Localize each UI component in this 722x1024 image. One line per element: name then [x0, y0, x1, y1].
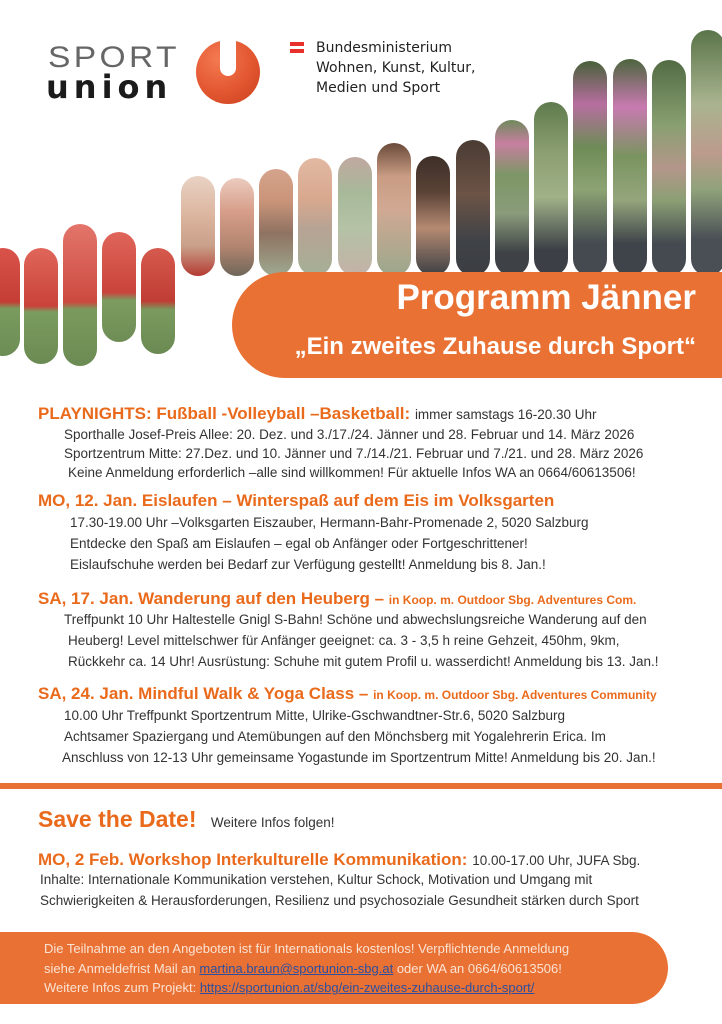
event-detail-line: Keine Anmeldung erforderlich –alle sind willkommen! Für aktuelle Infos WA an 0664/60613506! [68, 465, 636, 480]
ministry-line: Bundesministerium [316, 40, 452, 56]
email-link[interactable]: martina.braun@sportunion-sbg.at [199, 961, 394, 976]
event-detail-line: 17.30-19.00 Uhr –Volksgarten Eiszauber, Hermann-Bahr-Promenade 2, 5020 Salzburg [70, 515, 589, 530]
event-detail-line: Sporthalle Josef-Preis Allee: 20. Dez. und 3./17./24. Jänner und 28. Februar und 14. März 2026 [64, 427, 635, 442]
event-title-text: MO, 2 Feb. Workshop Interkulturelle Kommunikation: [38, 850, 468, 869]
event-detail-line: Rückkehr ca. 14 Uhr! Ausrüstung: Schuhe mit gutem Profil u. wasserdicht! Anmeldung bis 13. Jan.! [68, 654, 659, 669]
event-title [38, 684, 657, 704]
event-detail-line: Anschluss von 12-13 Uhr gemeinsame Yogastunde im Sportzentrum Mitte! Anmeldung bis 20. Jan.! [62, 750, 656, 765]
event-partner-note: in Koop. m. Outdoor Sbg. Adventures Community [373, 688, 657, 702]
event-detail-line: Achtsamer Spaziergang und Atemübungen auf den Mönchsberg mit Yogalehrerin Erica. Im [64, 729, 606, 744]
save-the-date-title: Save the Date! [38, 806, 197, 832]
event-partner-note: in Koop. m. Outdoor Sbg. Adventures Com. [388, 593, 637, 607]
save-the-date-heading [38, 806, 334, 833]
event-detail-line: 10.00 Uhr Treffpunkt Sportzentrum Mitte, Ulrike-Gschwandtner-Str.6, 5020 Salzburg [64, 708, 565, 723]
footer-text: Weitere Infos zum Projekt: [44, 980, 200, 995]
event-time: immer samstags 16-20.30 Uhr [414, 407, 597, 422]
event-title [38, 850, 640, 870]
event-detail-line: Treffpunkt 10 Uhr Haltestelle Gnigl S-Bahn! Schöne und abwechslungsreiche Wanderung auf den [64, 612, 647, 627]
event-detail-line: Heuberg! Level mittelschwer für Anfänger geeignet: ca. 3 - 3,5 h reine Gehzeit, 450hm, 9km, [68, 633, 620, 648]
logo-text-sport: SPORT [48, 41, 180, 74]
ministry-line: Wohnen, Kunst, Kultur, [316, 60, 476, 76]
page-title: Programm Jänner [396, 278, 696, 317]
page-subtitle: „Ein zweites Zuhause durch Sport“ [294, 333, 696, 360]
event-detail-line: Inhalte: Internationale Kommunikation verstehen, Kultur Schock, Motivation und Umgang mit [40, 872, 593, 887]
event-title-text: SA, 17. Jan. Wanderung auf den Heuberg – [38, 589, 385, 608]
event-title-text: SA, 24. Jan. Mindful Walk & Yoga Class – [38, 684, 369, 703]
event-detail-line: Schwierigkeiten & Herausforderungen, Resilienz und psychosoziale Gesundheit stärken durch Sport [40, 893, 639, 908]
footer-line: Die Teilnahme an den Angeboten ist für Internationals kostenlos! Verpflichtende Anmeldung [44, 941, 570, 956]
event-title-text: PLAYNIGHTS: Fußball -Volleyball –Basketball: [38, 404, 411, 423]
logo-text-union: union [46, 68, 173, 106]
event-title [38, 404, 597, 424]
project-url-link[interactable]: https://sportunion.at/sbg/ein-zweites-zuhause-durch-sport/ [199, 980, 535, 995]
footer-line [44, 961, 562, 976]
event-detail-line: Sportzentrum Mitte: 27.Dez. und 10. Jänner und 7./14./21. Februar und 7./21. und 28. März 2026 [64, 446, 644, 461]
event-detail-line: Entdecke den Spaß am Eislaufen – egal ob Anfänger oder Fortgeschrittener! [70, 536, 528, 551]
footer-text: siehe Anmeldefrist Mail an [44, 961, 200, 976]
event-title [38, 589, 636, 609]
footer-line [44, 980, 534, 995]
save-the-date-subtitle: Weitere Infos folgen! [210, 815, 335, 830]
section-divider [0, 783, 722, 789]
event-detail-line: Eislaufschuhe werden bei Bedarf zur Verfügung gestellt! Anmeldung bis 8. Jan.! [70, 557, 546, 572]
event-time: 10.00-17.00 Uhr, JUFA Sbg. [472, 853, 641, 868]
footer-text: oder WA an 0664/60613506! [393, 961, 562, 976]
event-title: MO, 12. Jan. Eislaufen – Winterspaß auf dem Eis im Volksgarten [38, 491, 555, 510]
ministry-line: Medien und Sport [316, 80, 441, 96]
